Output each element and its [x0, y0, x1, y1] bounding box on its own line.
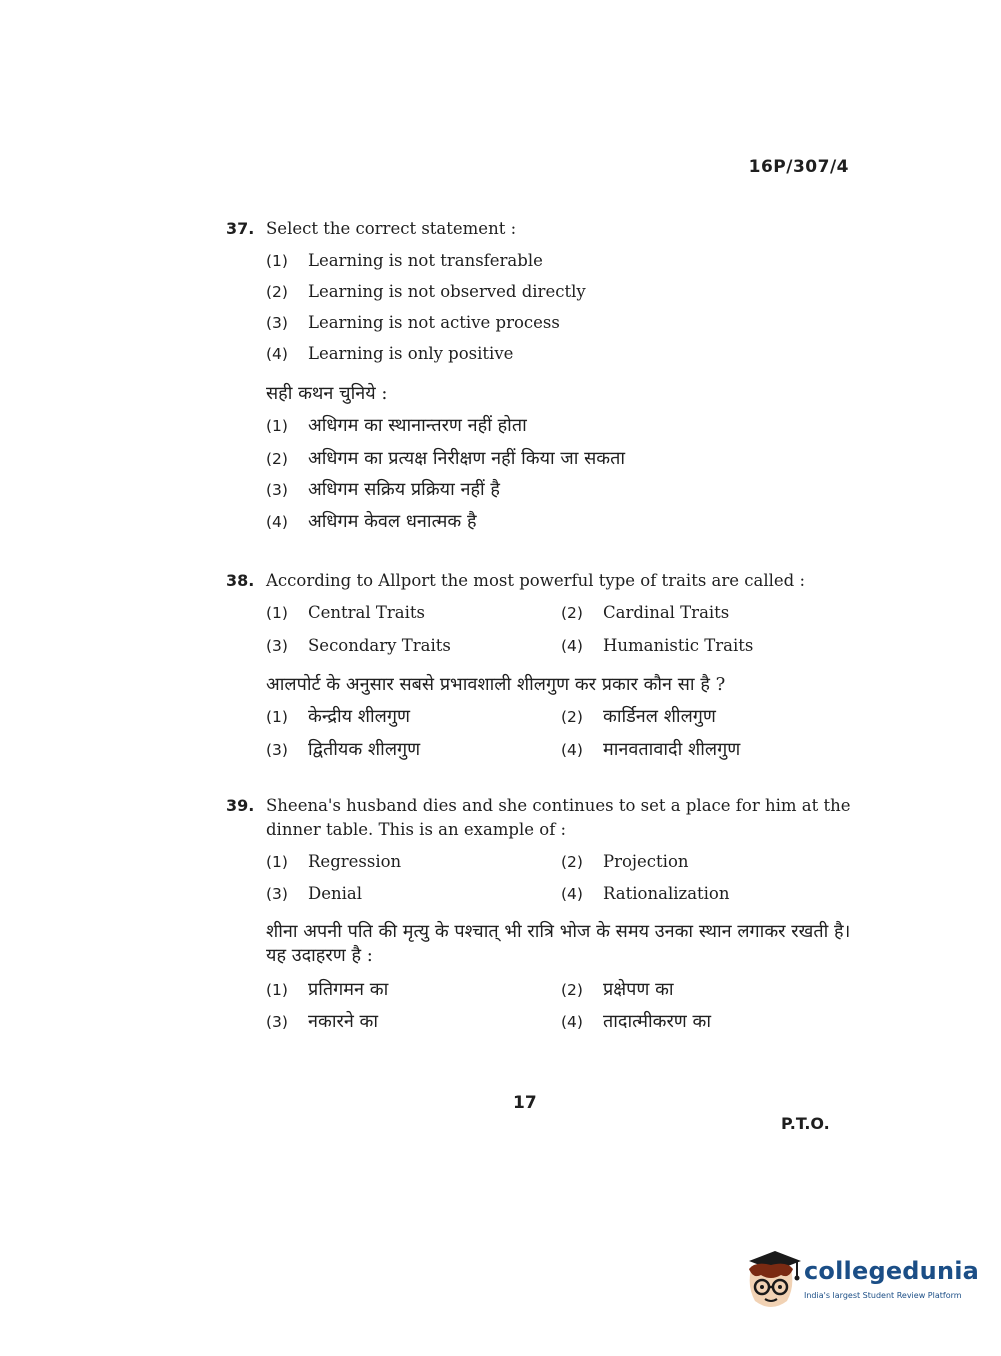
pto-label: P.T.O. [781, 1114, 830, 1133]
option-hi: (4) अधिगम केवल धनात्मक है [266, 511, 477, 532]
question-39 [226, 794, 856, 1034]
option-hi: (3) द्वितीयक शीलगुण [266, 739, 421, 760]
question-stem-hi: आलपोर्ट के अनुसार सबसे प्रभावशाली शीलगुण कर प्रकार कौन सा है ? [266, 674, 726, 695]
option-hi: (2) अधिगम का प्रत्यक्ष निरीक्षण नहीं किया जा सकता [266, 448, 626, 469]
option-hi: (2) कार्डिनल शीलगुण [561, 706, 716, 727]
option-en: (2) Learning is not observed directly [266, 282, 586, 301]
question-number: 37. [226, 219, 255, 238]
option-hi: (1) केन्द्रीय शीलगुण [266, 706, 411, 727]
collegedunia-watermark [741, 1247, 980, 1317]
option-en: (3) Denial [266, 884, 363, 903]
option-en: (4) Humanistic Traits [561, 636, 754, 655]
option-en: (2) Cardinal Traits [561, 603, 730, 622]
option-hi: (2) प्रक्षेपण का [561, 979, 674, 1000]
option-hi: (4) मानवतावादी शीलगुण [561, 739, 741, 760]
option-en: (1) Learning is not transferable [266, 251, 543, 270]
option-hi: (3) नकारने का [266, 1011, 379, 1032]
question-stem-en: Select the correct statement : [266, 219, 517, 238]
mascot-face-icon [741, 1247, 803, 1313]
paper-code: 16P/307/4 [748, 157, 849, 177]
options-en-grid [266, 601, 856, 658]
option-hi: (1) अधिगम का स्थानान्तरण नहीं होता [266, 415, 527, 436]
option-en: (4) Learning is only positive [266, 344, 514, 363]
options-en-grid [266, 850, 856, 906]
question-37 [226, 217, 856, 534]
question-stem-hi: शीना अपनी पति की मृत्यु के पश्चात् भी रात्रि भोज के समय उनका स्थान लगाकर रखती है। यह उदाहरण है : [266, 921, 851, 966]
option-en: (1) Central Traits [266, 603, 425, 622]
option-hi: (3) अधिगम सक्रिय प्रक्रिया नहीं है [266, 479, 500, 500]
option-hi: (1) प्रतिगमन का [266, 979, 389, 1000]
options-hi-grid [266, 978, 856, 1034]
option-en: (3) Secondary Traits [266, 636, 451, 655]
question-stem-en: Sheena's husband dies and she continues to set a place for him at the dinner table. This is an example of : [266, 796, 851, 839]
question-number: 38. [226, 571, 255, 590]
option-en: (3) Learning is not active process [266, 313, 560, 332]
question-38 [226, 569, 856, 762]
option-en: (1) Regression [266, 852, 402, 871]
question-number: 39. [226, 796, 255, 815]
page-number: 17 [513, 1093, 537, 1113]
question-stem-hi: सही कथन चुनिये : [266, 383, 388, 404]
brand-name: collegedunia [804, 1257, 980, 1285]
option-en: (2) Projection [561, 852, 689, 871]
option-en: (4) Rationalization [561, 884, 730, 903]
question-stem-en: According to Allport the most powerful type of traits are called : [266, 571, 806, 590]
option-hi: (4) तादात्मीकरण का [561, 1011, 712, 1032]
options-hi-grid [266, 705, 856, 762]
brand-tagline: India's largest Student Review Platform [804, 1291, 962, 1300]
